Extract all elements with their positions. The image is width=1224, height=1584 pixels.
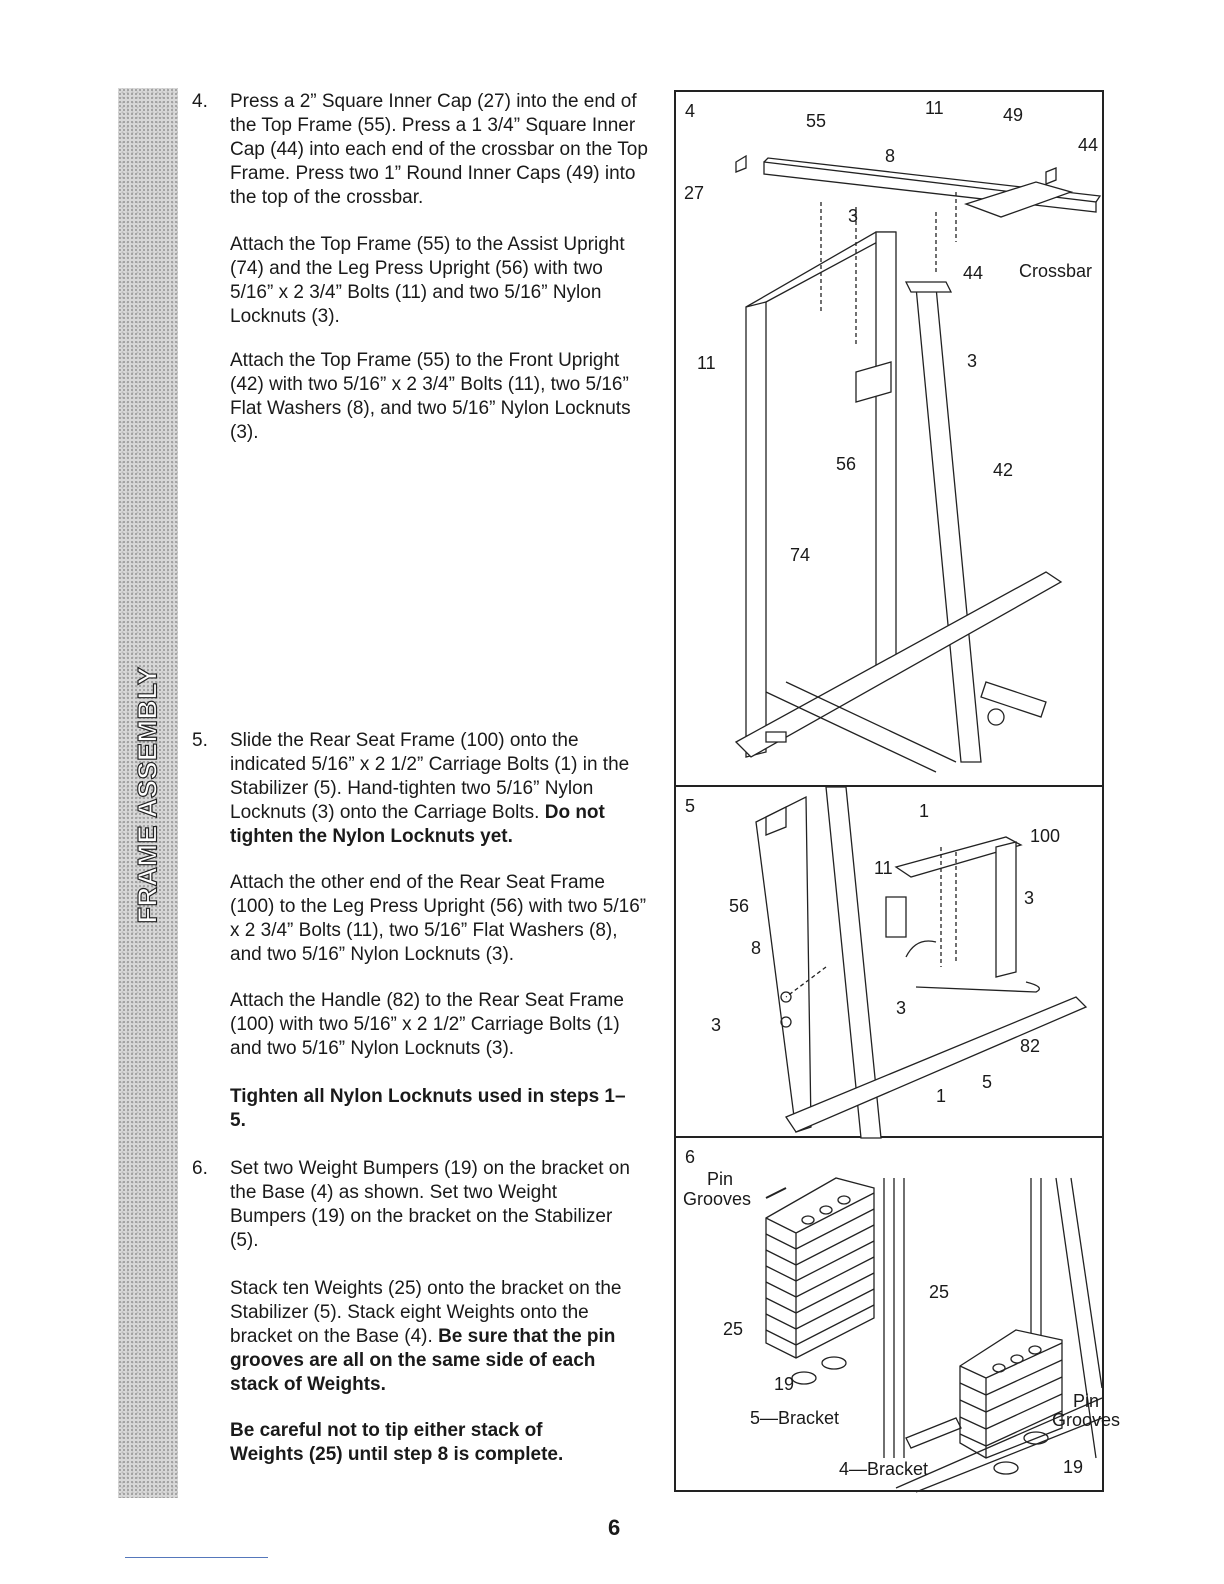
- callout-label: 100: [1030, 826, 1061, 846]
- callout-label: Crossbar: [1019, 261, 1093, 281]
- step-6-para-2: [230, 1277, 640, 1397]
- callout-label: 11: [925, 98, 944, 118]
- step-6-warning: Be sure that the pin grooves are all on the same side of each stack of Weights.: [230, 1326, 616, 1395]
- callout-label: 49: [1003, 105, 1024, 125]
- callout-label: 11: [874, 858, 893, 878]
- step-4-para-3: Attach the Top Frame (55) to the Front Upright (42) with two 5/16” x 2 3/4” Bolts (11), two 5/16” Flat Washers (8), and two 5/16” Nylon Locknuts (3).: [230, 350, 631, 443]
- callout-label: 25: [929, 1282, 950, 1302]
- callout-label: 3: [848, 206, 859, 226]
- callout-label: 42: [993, 460, 1014, 480]
- callout-label: 11: [697, 353, 716, 373]
- callout-label: 5: [982, 1072, 993, 1092]
- callout-label: Pin: [707, 1169, 734, 1189]
- callout-label: 74: [790, 545, 811, 565]
- step-5-para-1: [230, 729, 650, 849]
- step-5-warning: Do not tighten the Nylon Locknuts yet.: [230, 802, 605, 847]
- step-4-para-1: Press a 2” Square Inner Cap (27) into the end of the Top Frame (55). Press a 1 3/4” Square Inner Cap (44) into each end of the crossbar on the Top Frame. Press two 1” Round Inner Caps (49) into the top of the crossbar.: [230, 91, 648, 208]
- callout-label: 19: [1063, 1457, 1084, 1477]
- step-6-para-1: Set two Weight Bumpers (19) on the bracket on the Base (4) as shown. Set two Weight Bumpers (19) on the bracket on the Stabilizer (5).: [230, 1158, 630, 1251]
- callout-label: 3: [967, 351, 978, 371]
- callout-label: 5: [685, 796, 696, 816]
- callout-label: 6: [685, 1147, 696, 1167]
- callout-label: 3: [1024, 888, 1035, 908]
- step-5-para-2: Attach the other end of the Rear Seat Frame (100) to the Leg Press Upright (56) with two 5/16” x 2 3/4” Bolts (11), two 5/16” Flat Washers (8), and two 5/16” Nylon Locknuts (3).: [230, 872, 647, 965]
- step-6-caution: Be careful not to tip either stack of Weights (25) until step 8 is complete.: [230, 1420, 564, 1465]
- step-number: 5.: [192, 730, 208, 751]
- callout-label: 8: [751, 938, 762, 958]
- step-5-text: Slide the Rear Seat Frame (100) onto the indicated 5/16” x 2 1/2” Carriage Bolts (1) in the Stabilizer (5). Hand-tighten two 5/16” Nylon Locknuts (3) onto the Carriage Bolts.: [230, 730, 630, 823]
- callout-label: 3: [896, 998, 907, 1018]
- callout-label: Pin: [1073, 1391, 1100, 1411]
- callout-label: 19: [774, 1374, 795, 1394]
- callout-label: 4—Bracket: [839, 1459, 929, 1479]
- callout-label: 27: [684, 183, 705, 203]
- step-5-para-3: Attach the Handle (82) to the Rear Seat Frame (100) with two 5/16” x 2 1/2” Carriage Bolts (1) and two 5/16” Nylon Locknuts (3).: [230, 990, 624, 1059]
- page-number: 6: [608, 1515, 621, 1540]
- callout-label: 44: [963, 263, 984, 283]
- callout-label: 1: [919, 801, 930, 821]
- step-number: 4.: [192, 91, 208, 112]
- top-frame-drawing: [676, 92, 1102, 787]
- callout-label: 56: [729, 896, 750, 916]
- step-5-tighten-note: Tighten all Nylon Locknuts used in steps 1–5.: [230, 1086, 626, 1131]
- step-6-text: Stack ten Weights (25) onto the bracket on the Stabilizer (5). Stack eight Weights onto the bracket on the Base (4).: [230, 1278, 622, 1347]
- diagram-frame: [674, 90, 1121, 1492]
- callout-label: 55: [806, 111, 827, 131]
- callout-label: 5—Bracket: [750, 1408, 840, 1428]
- callout-label: 3: [711, 1015, 722, 1035]
- diagram-step-4: [676, 92, 1102, 787]
- callout-label: 25: [723, 1319, 744, 1339]
- callout-label: 8: [885, 146, 896, 166]
- callout-label: Grooves: [683, 1189, 752, 1209]
- footer-rule: [125, 1557, 268, 1558]
- callout-label: 44: [1078, 135, 1099, 155]
- diagram-step-6: [676, 1138, 1121, 1492]
- step-number: 6.: [192, 1158, 208, 1179]
- callout-label: 56: [836, 454, 857, 474]
- callout-label: 82: [1020, 1036, 1041, 1056]
- callout-label: 1: [936, 1086, 947, 1106]
- diagram-step-5: [676, 787, 1102, 1138]
- step-4-para-2: Attach the Top Frame (55) to the Assist Upright (74) and the Leg Press Upright (56) with two 5/16” x 2 3/4” Bolts (11) and two 5/16” Nylon Locknuts (3).: [230, 234, 625, 327]
- section-title: FRAME ASSEMBLY: [132, 666, 163, 924]
- callout-label: Grooves: [1052, 1410, 1121, 1430]
- callout-label: 4: [685, 101, 696, 121]
